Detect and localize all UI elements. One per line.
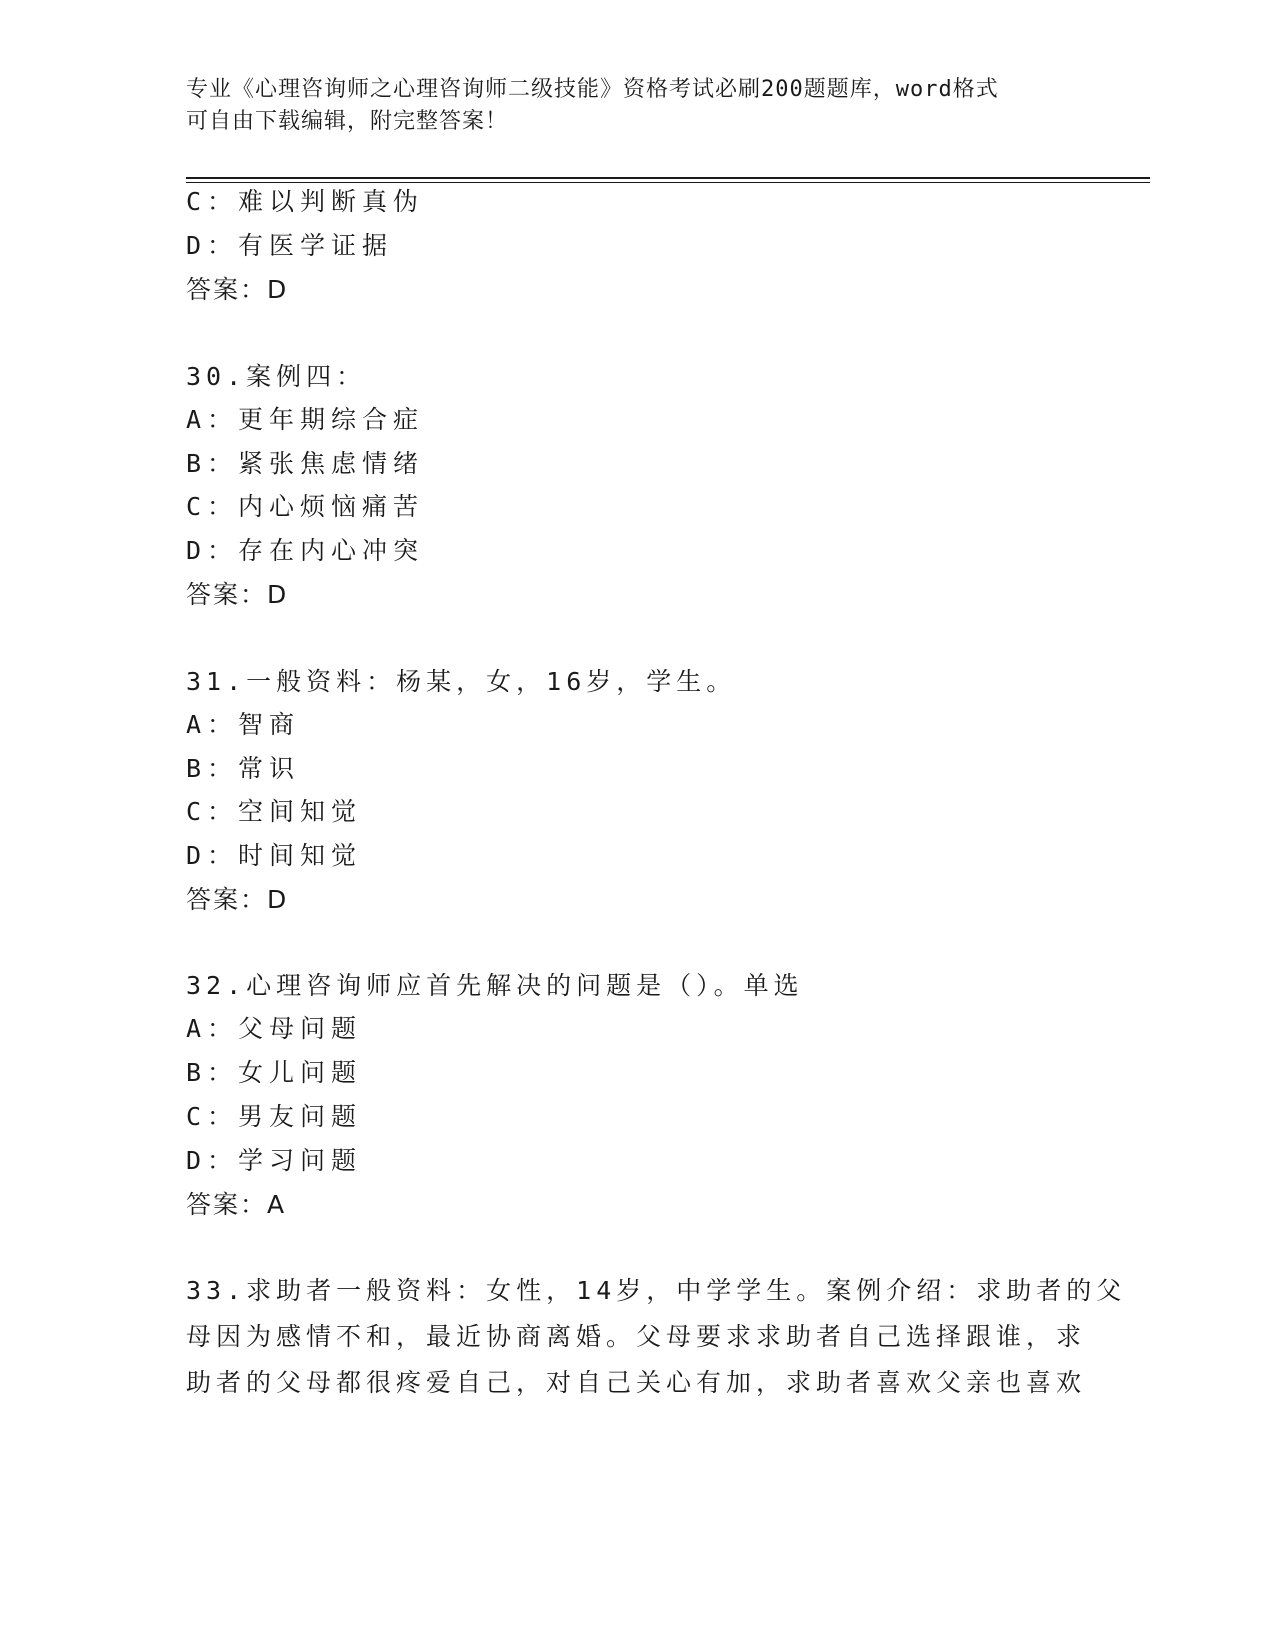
q30-option-d: D：存在内心冲突 <box>186 536 425 565</box>
q31-option-c: C：空间知觉 <box>186 797 363 826</box>
q33-line-3: 助者的父母都很疼爱自己，对自己关心有加，求助者喜欢父亲也喜欢 <box>186 1368 1087 1397</box>
header-divider-thin <box>186 182 1150 183</box>
q32-answer: 答案：A <box>186 1190 287 1219</box>
q31-option-b: B：常识 <box>186 754 301 783</box>
q32-stem: 32.心理咨询师应首先解决的问题是（）。单选 <box>186 971 804 1000</box>
q30-stem: 30.案例四： <box>186 362 367 391</box>
q32-option-b: B：女儿问题 <box>186 1058 363 1087</box>
q31-answer: 答案：D <box>186 885 289 914</box>
q33-paragraph <box>186 1268 1127 1406</box>
prev-answer: 答案：D <box>186 275 289 304</box>
q32-option-a: A：父母问题 <box>186 1014 363 1043</box>
q30-option-b: B：紧张焦虑情绪 <box>186 449 425 478</box>
q33-line-2: 母因为感情不和，最近协商离婚。父母要求求助者自己选择跟谁，求 <box>186 1322 1087 1351</box>
q30-option-c: C：内心烦恼痛苦 <box>186 492 425 521</box>
header-line-2: 可自由下载编辑，附完整答案！ <box>186 109 509 134</box>
q32-option-c: C：男友问题 <box>186 1102 363 1131</box>
q31-stem: 31.一般资料：杨某，女，16岁，学生。 <box>186 667 737 696</box>
prev-option-c: C：难以判断真伪 <box>186 187 425 216</box>
q30-answer: 答案：D <box>186 580 289 609</box>
header-line-1: 专业《心理咨询师之心理咨询师二级技能》资格考试必刷200题题库，word格式 <box>186 77 999 102</box>
document-header <box>186 74 1066 138</box>
q30-option-a: A：更年期综合症 <box>186 405 425 434</box>
header-divider-thick <box>186 177 1150 179</box>
q31-option-d: D：时间知觉 <box>186 841 363 870</box>
q33-line-1: 33.求助者一般资料：女性，14岁，中学学生。案例介绍：求助者的父 <box>186 1276 1127 1305</box>
prev-option-d: D：有医学证据 <box>186 231 394 260</box>
q32-option-d: D：学习问题 <box>186 1146 363 1175</box>
q31-option-a: A：智商 <box>186 710 301 739</box>
